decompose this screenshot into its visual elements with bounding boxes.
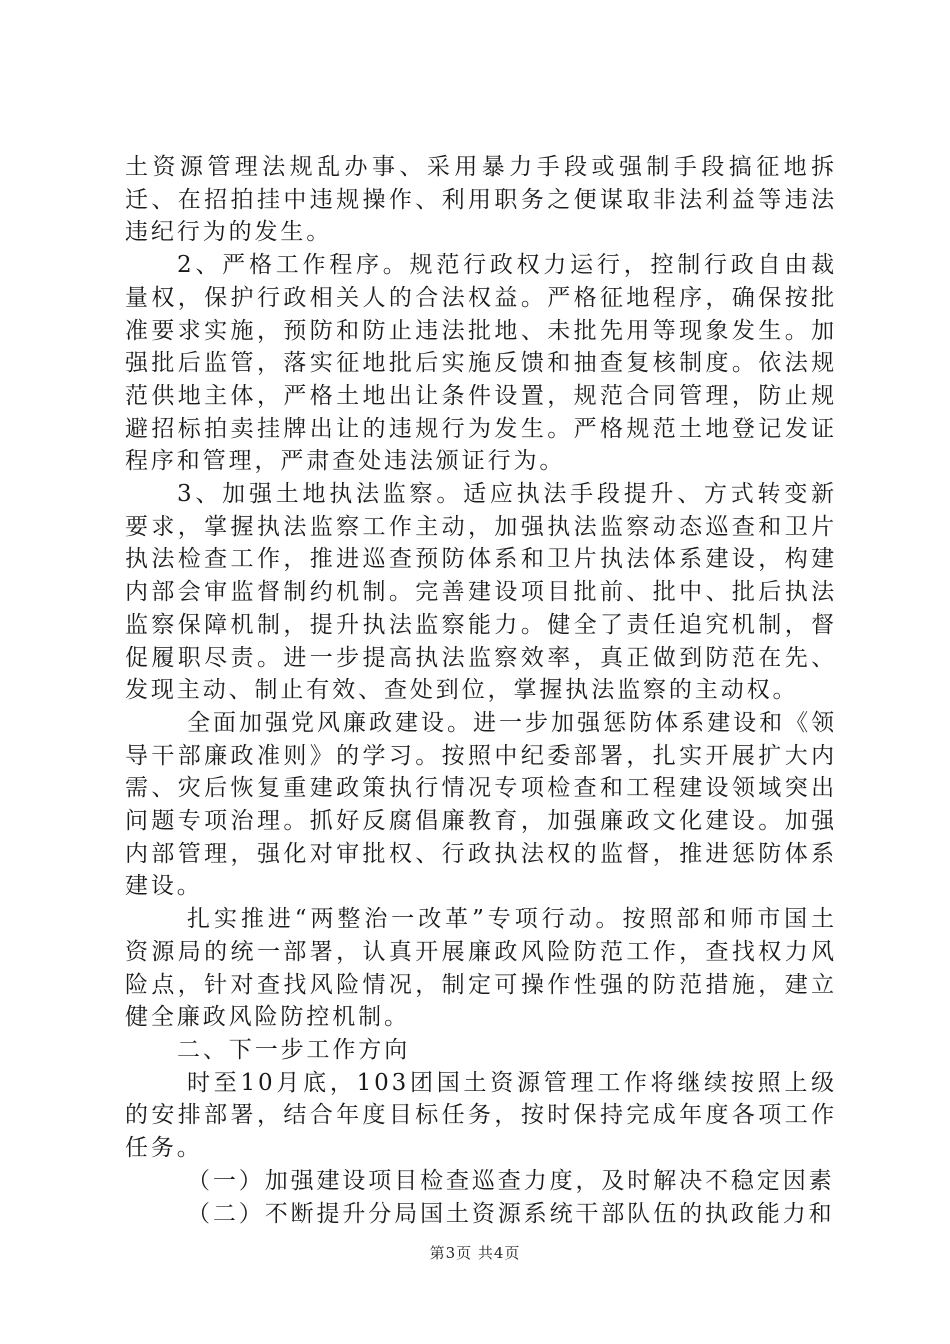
section-heading-next-steps: 二、下一步工作方向 [177,1036,411,1063]
list-item-two: （二）不断提升分局国土资源系统干部队伍的执政能力和 [187,1200,835,1227]
paragraph-work-procedure: 2、严格工作程序。规范行政权力运行，控制行政自由裁量权，保护行政相关人的合法权益。严格征地程序，确保按批准要求实施，预防和防止违法批地、未批先用等现象发生。加强批后监管，落实征地批后实施反馈和抽查复核制度。依法规范供地主体，严格土地出让条件设置，规范合同管理，防止规避招标拍卖挂牌出让的违规行为发生。严格规范土地登记发证程序和管理，严肃查处违法颁证行为。 [125,252,837,475]
paragraph-october-summary: 时至10月底，103团国土资源管理工作将继续按照上级的安排部署，结合年度目标任务，按时保持完成年度各项工作任务。 [125,1069,837,1162]
paragraph-special-action: 扎实推进“两整治一改革”专项行动。按照部和师市国土资源局的统一部署，认真开展廉政风险防范工作，查找权力风险点，针对查找风险情况，制定可操作性强的防范措施，建立健全廉政风险防控机制。 [125,906,837,1031]
paragraph-law-enforcement: 3、加强土地执法监察。适应执法手段提升、方式转变新要求，掌握执法监察工作主动，加强执法监察动态巡查和卫片执法检查工作，推进巡查预防体系和卫片执法体系建设，构建内部会审监督制约机制。完善建设项目批前、批中、批后执法监察保障机制，提升执法监察能力。健全了责任追究机制，督促履职尽责。进一步提高执法监察效率，真正做到防范在先、发现主动、制止有效、查处到位，掌握执法监察的主动权。 [125,481,837,704]
page-number-footer: 第3页 共4页 [429,1244,521,1262]
paragraph-continuation: 土资源管理法规乱办事、采用暴力手段或强制手段搞征地拆迁、在招拍挂中违规操作、利用职务之便谋取非法利益等违法违纪行为的发生。 [125,154,837,246]
list-item-one: （一）加强建设项目检查巡查力度，及时解决不稳定因素 [187,1167,835,1194]
paragraph-party-conduct: 全面加强党风廉政建设。进一步加强惩防体系建设和《领导干部廉政准则》的学习。按照中纪委部署，扎实开展扩大内需、灾后恢复重建政策执行情况专项检查和工程建设领域突出问题专项治理。抓好反腐倡廉教育，加强廉政文化建设。加强内部管理，强化对审批权、行政执法权的监督，推进惩防体系建设。 [125,709,837,900]
document-body [125,151,837,1230]
